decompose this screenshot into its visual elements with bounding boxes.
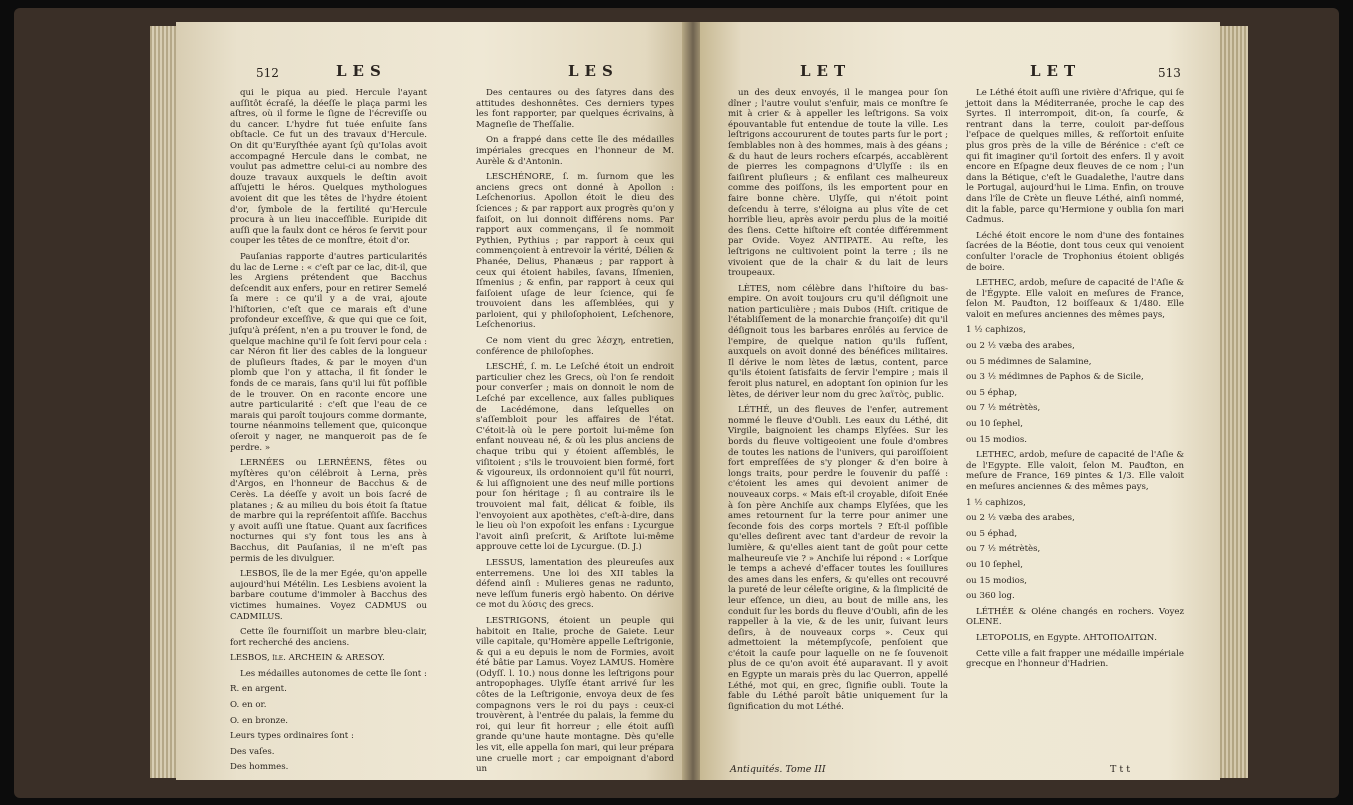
paragraph: ou 5 médimnes de Salamine, <box>966 356 1092 367</box>
paragraph: ou 3 ½ médimnes de Paphos & de Sicile, <box>966 372 1144 383</box>
paragraph: ou 5 éphad, <box>966 528 1018 539</box>
left-column-1 <box>230 88 427 778</box>
paragraph: ou 7 ½ métrètès, <box>966 403 1041 414</box>
paragraph: ou 360 log. <box>966 591 1015 602</box>
paragraph: Des hommes. <box>230 762 289 773</box>
running-head: LET <box>1030 62 1082 80</box>
paragraph: ou 15 modios, <box>966 575 1027 586</box>
right-column-1 <box>728 88 948 717</box>
paragraph: LESSUS, lamentation des pleureuſes aux enterremens. Une loi des XII tables la défend ainſi : Mulieres genas ne radunto, neve leſſum funeris ergò habento. On dérive ce mot du λύσις des grecs. <box>476 557 674 611</box>
left-page-edges <box>150 26 178 778</box>
paragraph: Des centaures ou des ſatyres dans des attitudes deshonnêtes. Ces derniers types les font rapporter, par quelques écrivains, à Magneſie de Theſſalie. <box>476 88 674 130</box>
paragraph: ou 15 modios. <box>966 434 1027 445</box>
paragraph: ou 2 ½ væba des arabes, <box>966 513 1075 524</box>
paragraph: 1 ½ caphizos, <box>966 325 1026 336</box>
right-page-edges <box>1218 26 1248 778</box>
paragraph: ou 5 éphap, <box>966 387 1018 398</box>
running-head: LES <box>568 62 619 80</box>
paragraph: R. en argent. <box>230 684 287 695</box>
footer-volume: Antiquités. Tome III <box>730 764 826 775</box>
footer-signature: T t t <box>1110 764 1131 775</box>
paragraph: LESBOS, île. ARCHEIN & ARESOY. <box>230 653 385 664</box>
paragraph: LERNÉES ou LERNÉENS, fêtes ou myſtères qu'on célébroit à Lerna, près d'Argos, en l'honneur de Bacchus & de Cerès. La déeſſe y avoit un bois ſacré de platanes ; & au milieu du bois étoit ſa ſtatue de marbre qui la repréſentoit aſſiſe. Bacchus y avoit auſſi une ſtatue. Quant aux ſacrifices nocturnes qui s'y font tous les ans à Bacchus, dit Pauſanias, il ne m'eſt pas permis de les divulguer. <box>230 458 427 564</box>
paragraph: LESCHÉ, ſ. m. Le Leſché étoit un endroit particulier chez les Grecs, où l'on ſe rendoit pour converſer ; mais on donnoit le nom de Leſché par excellence, aux ſalles publiques de Lacédémone, dans leſquelles on s'aſſembloit pour les affaires de l'état. C'étoit-là où le pere portoit lui-même ſon enfant nouveau né, & où les plus anciens de chaque tribu qui y étoient aſſemblés, le viſitoient ; s'ils le trouvoient bien formé, fort & vigoureux, ils ordonnoient qu'il fût nourri, & lui aſſignoient une des neuf mille portions pour ſon héritage ; ſi au contraire ils le trouvoient mal fait, délicat & foible, ils l'envoyoient aux apothètes, c'eſt-à-dire, dans le lieu où l'on expoſoit les enfans : Lycurgue l'avoit ainſi preſcrit, & Ariſtote lui-même approuve cette loi de Lycurgue. (D. J.) <box>476 362 674 553</box>
running-head: LET <box>800 62 852 80</box>
page-number: 513 <box>1158 66 1181 80</box>
paragraph: Le Léthé étoit auſſi une rivière d'Afrique, qui ſe jettoit dans la Méditerranée, proche le cap des Syrtes. Il interrompoit, dit-on, ſa courſe, & rentrant dans la terre, couloit par-deſſous l'eſpace de quelques milles, & reſſortoit enſuite plus gros près de la ville de Bérénice : c'eſt ce qui fit imaginer qu'il ſortoit des enfers. Il y avoit encore en Eſpagne deux fleuves de ce nom ; l'un dans la Bétique, c'eſt le Guadalethe, l'autre dans le Portugal, aujourd'hui le Lima. Enfin, on trouve dans l'île de Crète un fleuve Léthé, ainſi nommé, dit la fable, parce qu'Hermione y oublia ſon mari Cadmus. <box>966 88 1184 226</box>
paragraph: Leurs types ordinaires ſont : <box>230 731 354 742</box>
paragraph: Pauſanias rapporte d'autres particularités du lac de Lerne : « c'eſt par ce lac, dit-il, que les Argiens prétendent que Bacchus deſcendit aux enfers, pour en retirer Semelé ſa mere : ce qu'il y a de vrai, ajoute l'hiſtorien, c'eſt que ce marais eſt d'une profondeur exceſſive, & que qui que ce ſoit, juſqu'à préſent, n'en a pu trouver le fond, de quelque machine qu'il ſe ſoit ſervi pour cela : car Néron fit lier des cables de la longueur de pluſieurs ſtades, & par le moyen d'un plomb que l'on y attacha, il fit ſonder le fonds de ce marais, ſans qu'il lui fût poſſible de le trouver. On en raconte encore une autre particularité : c'eſt que l'eau de ce marais qui paroît toujours comme dormante, tourne néanmoins tellement que, quiconque oſeroit y nager, ne manqueroit pas de ſe perdre. » <box>230 251 427 453</box>
paragraph: Des vaſes. <box>230 746 275 757</box>
left-page <box>176 22 686 780</box>
paragraph: O. en bronze. <box>230 715 289 726</box>
right-column-2 <box>966 88 1184 675</box>
paragraph: LETHEC, ardob, meſure de capacité de l'Aſie & de l'Égypte. Elle valoit en meſures de France, ſelon M. Pauđton, 12 boiſſeaux & 1/480. Elle valoit en meſures anciennes des mêmes pays, <box>966 278 1184 320</box>
paragraph: ou 10 ſephel, <box>966 559 1023 570</box>
paragraph: LÈTES, nom célèbre dans l'hiſtoire du bas-empire. On avoit toujours cru qu'il déſignoit une nation particulière ; mais Dubos (Hiſt. critique de l'établiſſement de la monarchie françoiſe) dit qu'il déſignoit tous les barbares enrôlés au ſervice de l'empire, de quelque nation qu'ils fuſſent, auxquels on avoit donné des bénéfices militaires. Il dérive le nom lètes de lætus, content, parce qu'ils étoient ſatisfaits de ſervir l'empire ; mais il feroit plus naturel, en adoptant ſon opinion ſur les lètes, de dériver leur nom du grec λαϊτὸς, public. <box>728 283 948 400</box>
page-number: 512 <box>256 66 279 80</box>
paragraph: Ce nom vient du grec λέσχη, entretien, conférence de philoſophes. <box>476 336 674 357</box>
paragraph: ou 10 ſephel, <box>966 419 1023 430</box>
paragraph: Cette ville a fait frapper une médaille impériale grecque en l'honneur d'Hadrien. <box>966 648 1184 670</box>
paragraph: un des deux envoyés, il le mangea pour ſon dîner ; l'autre voulut s'enfuir, mais ce monſtre ſe mit à crier & à appeller les leſtrigons. Sa voix épouvantable fut entendue de toute la ville. Les leſtrigons accoururent de toutes parts ſur le port ; ſemblables non à des hommes, mais à des géans ; & du haut de leurs rochers eſcarpés, accablèrent de pierres les compagnons d'Ulyſſe : ils en faiſirent pluſieurs ; & enfilant ces malheureux comme des poiſſons, ils les emportent pour en faire bonne chère. Ulyſſe, qui n'étoit point deſcendu à terre, s'éloigna au plus vîte de cet horrible lieu, après avoir perdu plus de la moitié des ſiens. Cette hiſtoire eſt contée différemment par Ovide. Voyez ANTIPATE. Au reſte, les leſtrigons ne cultivoient point la terre ; ils ne vivoient que de la chair & du lait de leurs troupeaux. <box>728 88 948 279</box>
right-page <box>700 22 1220 780</box>
paragraph: LÉTHÉE & Oléne changés en rochers. Voyez OLENE. <box>966 606 1184 628</box>
paragraph: Les médailles autonomes de cette île ſont : <box>240 668 427 679</box>
paragraph: On a frappé dans cette île des médailles impériales grecques en l'honneur de M. Aurèle & d'Antonin. <box>476 135 674 167</box>
paragraph: LESCHÉNORE, ſ. m. ſurnom que les anciens grecs ont donné à Apollon : Leſchenorius. Apollon étoit le dieu des ſciences ; & par rapport aux progrès qu'on y faiſoit, on lui donnoit différens noms. Par rapport aux commençans, il ſe nommoit Pythien, Pythius ; par rapport à ceux qui commençoient à entrevoir la vérité, Délien & Phanée, Delius, Phanæus ; par rapport à ceux qui étoient habiles, ſavans, Iſmenien, Iſmenius ; & enfin, par rapport à ceux qui faiſoient uſage de leur ſcience, qui ſe trouvoient dans les aſſemblées, qui y parloient, qui y philoſophoient, Leſchenore, Leſchenorius. <box>476 172 674 331</box>
paragraph: ou 7 ½ métrètès, <box>966 544 1041 555</box>
paragraph: qui le piqua au pied. Hercule l'ayant auſſitôt écraſé, la déeſſe le plaça parmi les aſtres, où il forme le ſigne de l'écreviſſe ou du cancer. L'hydre fut tuée enſuite ſans obſtacle. Ce fut un des travaux d'Hercule. On dit qu'Euryſthée ayant ſçû qu'Iolas avoit accompagné Hercule dans le combat, ne voulut pas admettre celui-ci au nombre des douze travaux auxquels le deſtin avoit aſſujetti le héros. Quelques mythologues avoient dit que les têtes de l'hydre étoient d'or, ſymbole de la fertilité qu'Hercule procura à un lieu inacceſſible. Euripide dit auſſi que la faulx dont ce héros ſe ſervit pour couper les têtes de ce monſtre, étoit d'or. <box>230 88 427 247</box>
paragraph: O. en or. <box>230 700 267 711</box>
paragraph: 1 ½ caphizos, <box>966 497 1026 508</box>
paragraph: ou 2 ½ væba des arabes, <box>966 341 1075 352</box>
left-column-2 <box>476 88 674 780</box>
paragraph: LÉTHÉ, un des fleuves de l'enfer, autrement nommé le fleuve d'Oubli. Les eaux du Léthé, dit Virgile, baignoient les champs Elyſées. Sur les bords du fleuve voltigeoient une foule d'ombres de toutes les nations de l'univers, qui paroiſſoient fort empreſſées de s'y plonger & d'en boire à longs traits, pour perdre le ſouvenir du paſſé : c'étoient les ames qui devoient animer de nouveaux corps. « Mais eſt-il croyable, diſoit Enée à ſon père Anchiſe aux champs Elyſées, que les ames retournent ſur la terre pour animer une ſeconde fois des corps mortels ? Eſt-il poſſible qu'elles deſirent avec tant d'ardeur de revoir la lumière, & qu'elles aient tant de goût pour cette malheureuſe vie ? » Anchiſe lui répond : « Lorſque le temps a achevé d'effacer toutes les ſouillures des ames dans les enfers, & qu'elles ont recouvré la pureté de leur céleſte origine, & la ſimplicité de leur eſſence, un dieu, au bout de mille ans, les conduit ſur les bords du fleuve d'Oubli, afin de les rappeller à la vie, & de les unir, ſuivant leurs deſirs, à de nouveaux corps ». Ceux qui admettoient la métempſycoſe, penſoient que c'étoit la cauſe pour laquelle on ne ſe ſouvenoit plus de ce qu'on avoit été auparavant. Il y avoit en Egypte un marais près du lac Querron, appellé Léthé, mot qui, en grec, ſignifie oubli. Toute la fable du Léthé paroît bâtie uniquement ſur la ſignification du mot Léthé. <box>728 405 948 712</box>
paragraph: LETOPOLIS, en Egypte. ΛΗΤΟΠΟΛΙΤΩΝ. <box>976 632 1157 643</box>
paragraph: LESTRIGONS, étoient un peuple qui habitoit en Italie, proche de Gaiete. Leur ville capitale, qu'Homère appelle Leſtrigonie, & qui a eu depuis le nom de Formies, avoit été bâtie par Lamus. Voyez LAMUS. Homère (Odyſſ. l. 10.) nous donne les leſtrigons pour antropophages. Ulyſſe étant arrivé ſur les côtes de la Leſtrigonie, envoya deux de ſes compagnons vers le roi du pays : ceux-ci trouvèrent, à l'entrée du palais, la femme du roi, qui leur fit horreur ; elle étoit auſſi grande qu'une haute montagne. Dès qu'elle les vit, elle appella ſon mari, qui leur prépara une cruelle mort ; car empoignant d'abord un <box>476 615 674 775</box>
running-head: LES <box>336 62 387 80</box>
paragraph: Léché étoit encore le nom d'une des fontaines ſacrées de la Béotie, dont tous ceux qui venoient conſulter l'oracle de Trophonius étoient obligés de boire. <box>966 230 1184 273</box>
paragraph: LETHEC, ardob, meſure de capacité de l'Aſie & de l'Egypte. Elle valoit, ſelon M. Pauđton, en meſure de France, 169 pintes & 1/3. Elle valoit en meſures anciennes & des mêmes pays, <box>966 450 1184 492</box>
paragraph: LESBOS, île de la mer Egée, qu'on appelle aujourd'hui Métélin. Les Lesbiens avoient la barbare coutume d'immoler à Bacchus des victimes humaines. Voyez CADMUS ou CADMILUS. <box>230 569 427 622</box>
paragraph: Cette île fourniſſoit un marbre bleu-clair, fort recherché des anciens. <box>230 627 427 648</box>
